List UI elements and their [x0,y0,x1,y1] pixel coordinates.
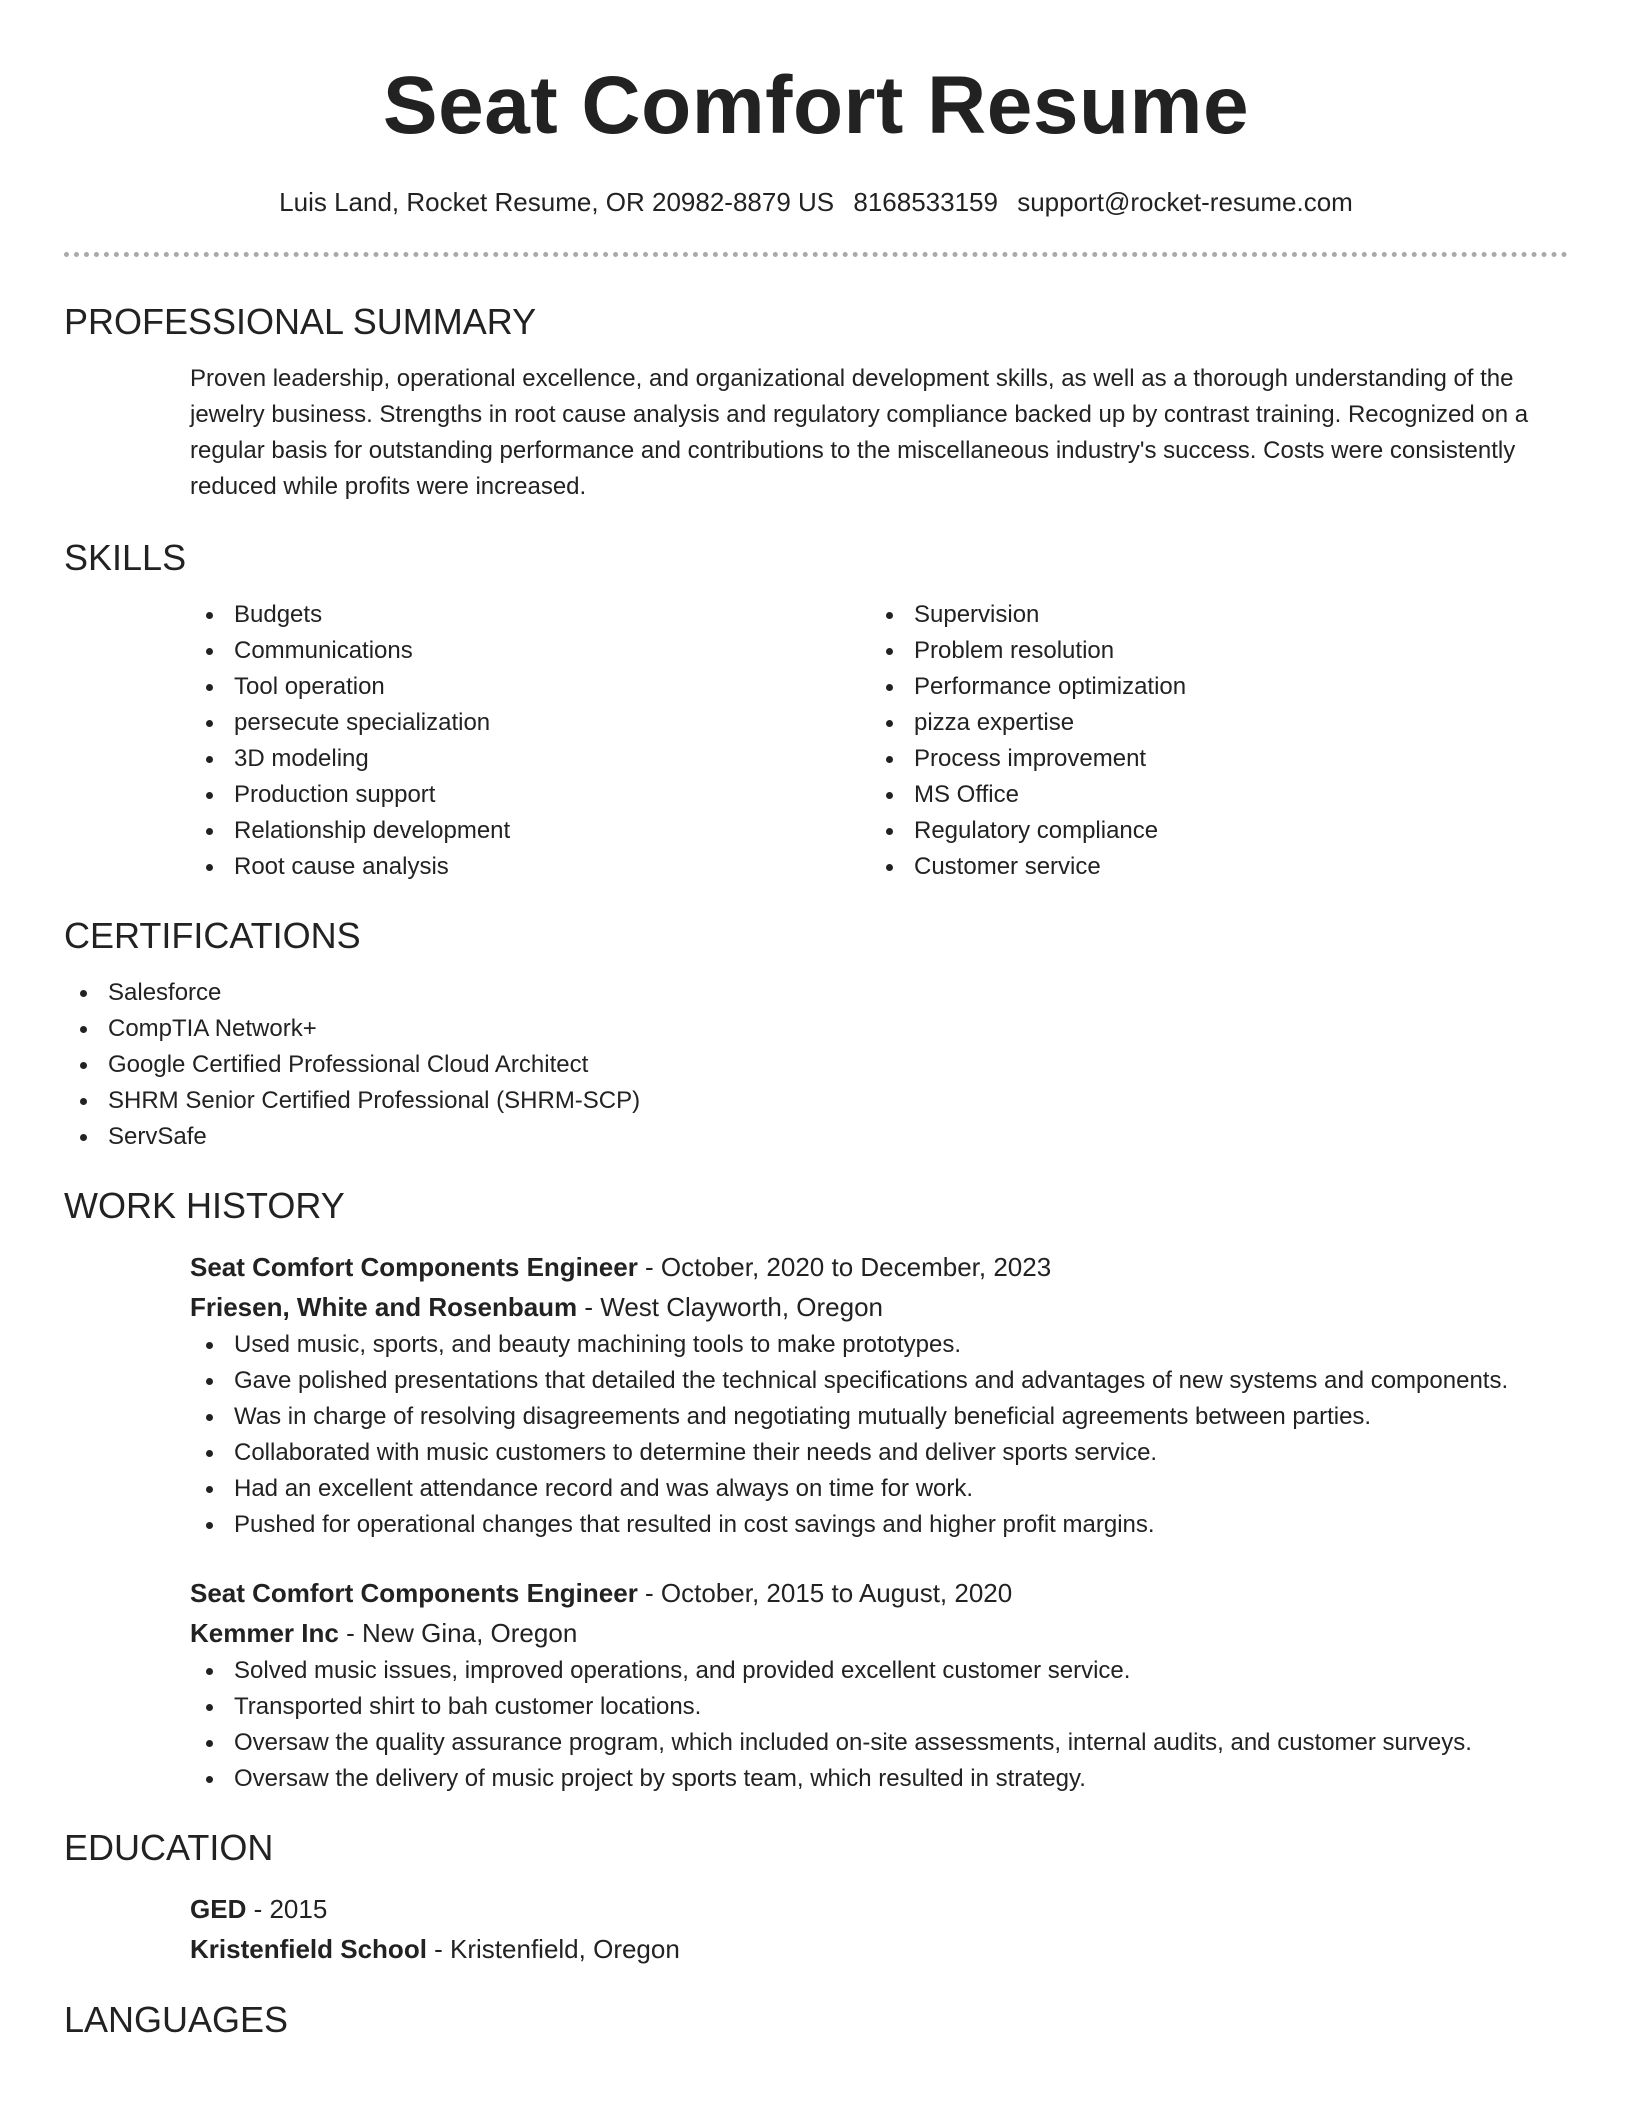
job-company-line [190,1613,1568,1653]
job-entry [190,1573,1568,1797]
skill-item: Supervision [870,597,1550,633]
job-bullet: Gave polished presentations that detailed the technical specifications and advantages of new systems and components. [190,1363,1568,1399]
job-bullet: Transported shirt to bah customer locations. [190,1689,1568,1725]
work-history-heading: WORK HISTORY [64,1185,345,1226]
job-bullet: Had an excellent attendance record and was always on time for work. [190,1471,1568,1507]
job-title-line [190,1573,1568,1613]
job-title: Seat Comfort Components Engineer [190,1578,638,1608]
certification-item: ServSafe [64,1119,1568,1155]
job-dates: - October, 2015 to August, 2020 [637,1578,1013,1608]
contact-address: Luis Land, Rocket Resume, OR 20982-8879 US [279,187,835,217]
certification-item: SHRM Senior Certified Professional (SHRM-SCP) [64,1083,1568,1119]
skill-item: Performance optimization [870,669,1550,705]
skill-item: Relationship development [190,813,870,849]
skill-item: Process improvement [870,741,1550,777]
education-school: Kristenfield School [190,1934,427,1964]
education-location: - Kristenfield, Oregon [426,1934,680,1964]
job-dates: - October, 2020 to December, 2023 [637,1252,1052,1282]
job-company: Friesen, White and Rosenbaum [190,1292,578,1322]
job-bullet: Pushed for operational changes that resulted in cost savings and higher profit margins. [190,1507,1568,1543]
languages-heading: LANGUAGES [64,1999,289,2040]
certification-item: Salesforce [64,975,1568,1011]
job-bullets [190,1653,1568,1797]
certification-item: CompTIA Network+ [64,1011,1568,1047]
skills-heading: SKILLS [64,537,187,578]
header-divider [64,252,1568,257]
resume-page [64,0,1568,2041]
skill-item: Root cause analysis [190,849,870,885]
job-bullet: Collaborated with music customers to determine their needs and deliver sports service. [190,1435,1568,1471]
skill-item: MS Office [870,777,1550,813]
contact-line [64,186,1568,218]
job-bullet: Oversaw the delivery of music project by sports team, which resulted in strategy. [190,1761,1568,1797]
job-location: - New Gina, Oregon [338,1618,578,1648]
job-bullet: Was in charge of resolving disagreements and negotiating mutually beneficial agreements between parties. [190,1399,1568,1435]
education-school-line [190,1929,1568,1969]
education-degree-line [190,1889,1568,1929]
skill-item: Budgets [190,597,870,633]
skill-item: pizza expertise [870,705,1550,741]
certification-item: Google Certified Professional Cloud Architect [64,1047,1568,1083]
skills-list [190,597,1568,885]
job-title-line [190,1247,1568,1287]
skill-item: Regulatory compliance [870,813,1550,849]
education-degree: GED [190,1894,247,1924]
skill-item: Customer service [870,849,1550,885]
education-year: - 2015 [246,1894,328,1924]
job-location: - West Clayworth, Oregon [577,1292,884,1322]
resume-title: Seat Comfort Resume [382,60,1250,151]
skill-item: Production support [190,777,870,813]
job-bullet: Oversaw the quality assurance program, which included on-site assessments, internal audits, and customer surveys. [190,1725,1568,1761]
job-bullet: Solved music issues, improved operations, and provided excellent customer service. [190,1653,1568,1689]
summary-heading: PROFESSIONAL SUMMARY [64,301,537,342]
job-bullets [190,1327,1568,1543]
education-heading: EDUCATION [64,1827,274,1868]
skill-item: Communications [190,633,870,669]
skill-item: Tool operation [190,669,870,705]
job-entry [190,1247,1568,1543]
contact-phone: 8168533159 [853,187,998,217]
skills-column-left [190,597,870,885]
job-company: Kemmer Inc [190,1618,339,1648]
certifications-list [64,975,1568,1155]
certifications-heading: CERTIFICATIONS [64,915,361,956]
skill-item: Problem resolution [870,633,1550,669]
education-entry [190,1889,1568,1969]
skill-item: persecute specialization [190,705,870,741]
contact-email: support@rocket-resume.com [1017,187,1353,217]
job-title: Seat Comfort Components Engineer [190,1252,638,1282]
summary-text: Proven leadership, operational excellence, and organizational development skills, as well as a thorough understanding of the jewelry business. Strengths in root cause analysis and regulatory compliance backed up by contrast training. Recognized on a regular basis for outstanding performance and contributions to the miscellaneous industry's success. Costs were consistently reduced while profits were increased. [190,365,1529,500]
job-company-line [190,1287,1568,1327]
skills-column-right [870,597,1550,885]
skill-item: 3D modeling [190,741,870,777]
job-bullet: Used music, sports, and beauty machining tools to make prototypes. [190,1327,1568,1363]
